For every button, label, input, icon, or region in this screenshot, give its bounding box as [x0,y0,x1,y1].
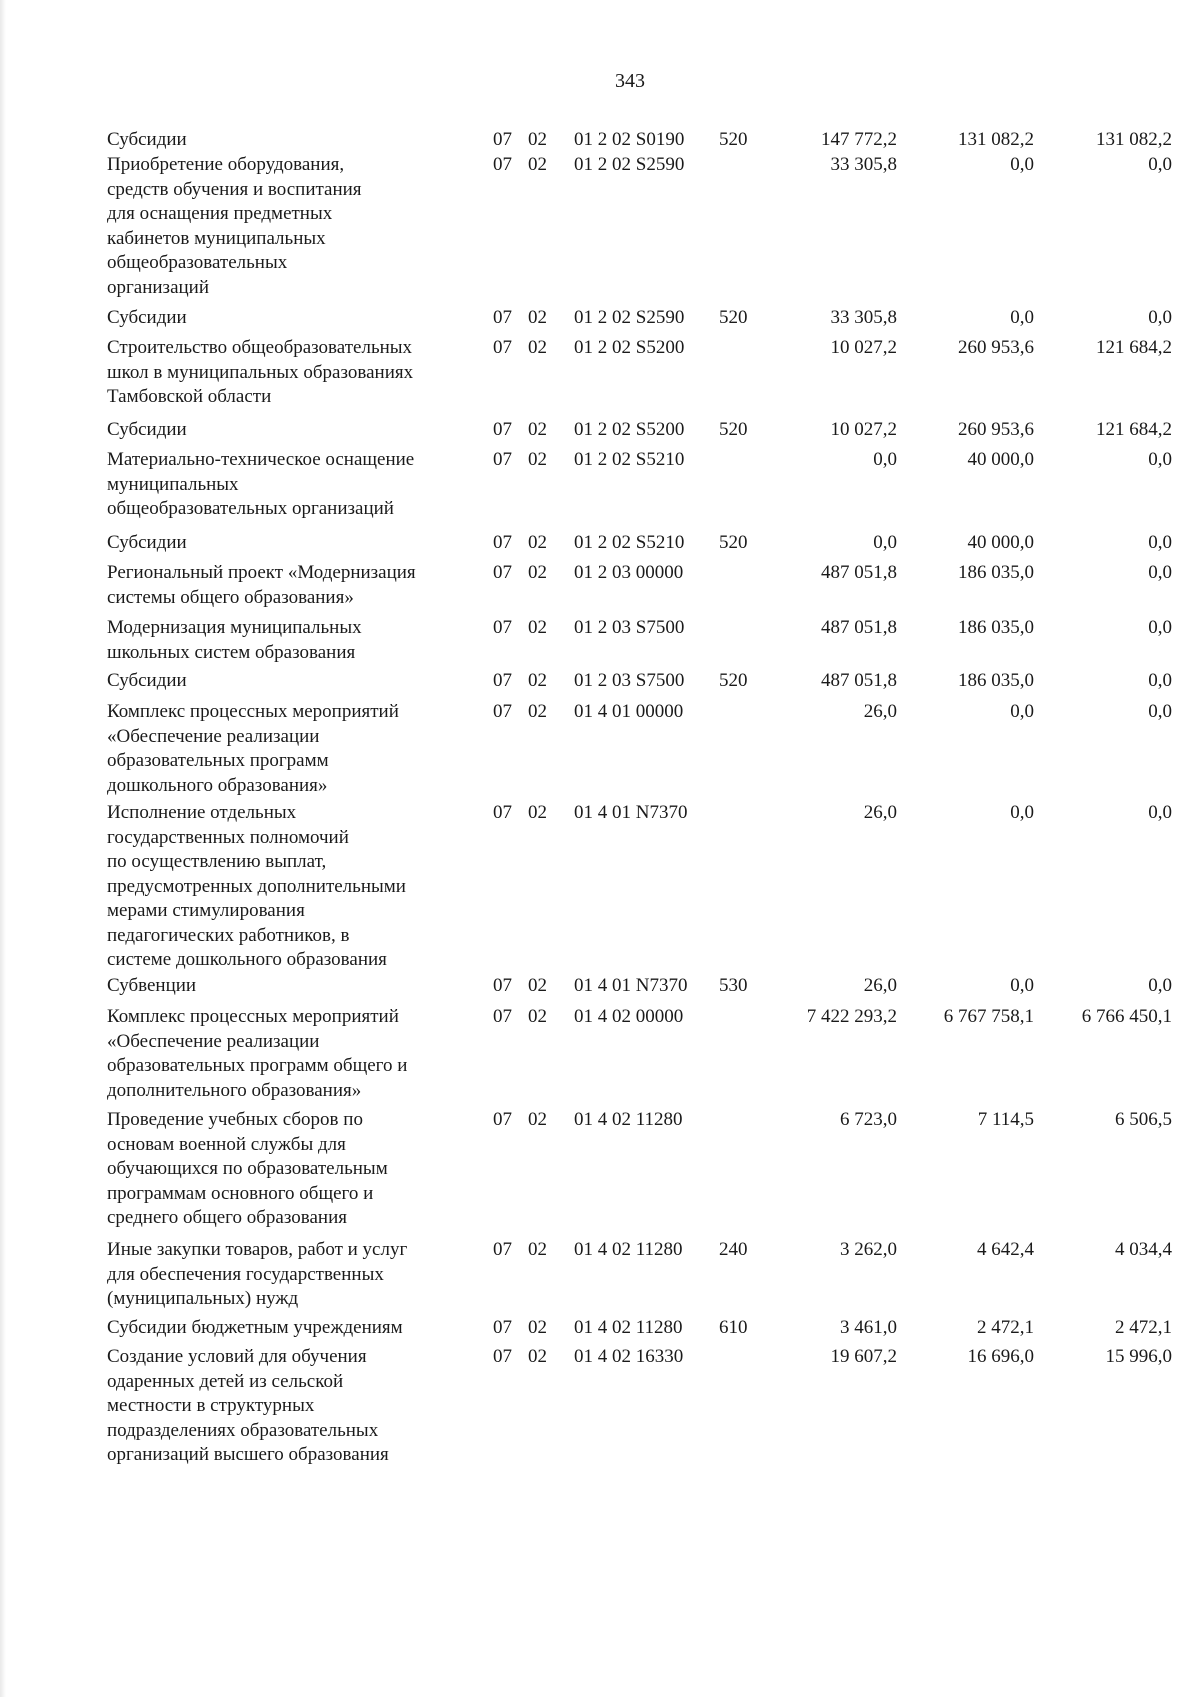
amount-year-3: 0,0 [1148,562,1172,583]
target-article-code: 01 4 01 N7370 [574,802,688,823]
row-name-line: Проведение учебных сборов по [107,1109,363,1130]
row-name [107,418,477,443]
amount-year-2: 4 642,4 [977,1239,1034,1260]
amount-year-2: 0,0 [1010,802,1034,823]
amount-year-2: 260 953,6 [958,419,1034,440]
amount-year-1: 10 027,2 [830,337,897,358]
section-code: 07 [493,802,512,823]
amount-year-3: 15 996,0 [1105,1346,1172,1367]
amount-year-1: 487 051,8 [821,617,897,638]
subsection-code: 02 [528,701,547,722]
target-article-code: 01 4 02 11280 [574,1317,683,1338]
section-code: 07 [493,307,512,328]
row-name [107,306,477,331]
subsection-code: 02 [528,562,547,583]
amount-year-3: 121 684,2 [1096,419,1172,440]
row-name [107,974,477,999]
subsection-code: 02 [528,337,547,358]
target-article-code: 01 2 02 S2590 [574,307,685,328]
subsection-code: 02 [528,670,547,691]
amount-year-1: 0,0 [873,532,897,553]
section-code: 07 [493,975,512,996]
amount-year-2: 0,0 [1010,701,1034,722]
row-name-line: Субсидии [107,532,187,553]
amount-year-3: 6 766 450,1 [1081,1006,1172,1027]
section-code: 07 [493,532,512,553]
expense-type-code: 530 [719,975,748,996]
section-code: 07 [493,1317,512,1338]
amount-year-2: 131 082,2 [958,129,1034,150]
row-name-line: Региональный проект «Модернизация [107,562,416,583]
row-name-line: общеобразовательных организаций [107,498,394,519]
amount-year-1: 0,0 [873,449,897,470]
target-article-code: 01 2 02 S5210 [574,449,685,470]
row-name [107,128,477,153]
section-code: 07 [493,617,512,638]
amount-year-3: 0,0 [1148,617,1172,638]
subsection-code: 02 [528,419,547,440]
row-name [107,561,477,610]
amount-year-2: 16 696,0 [967,1346,1034,1367]
section-code: 07 [493,1239,512,1260]
row-name-line: по осуществлению выплат, [107,851,327,872]
amount-year-3: 0,0 [1148,975,1172,996]
amount-year-3: 131 082,2 [1096,129,1172,150]
amount-year-1: 33 305,8 [830,307,897,328]
row-name-line: Субсидии бюджетным учреждениям [107,1317,403,1338]
target-article-code: 01 4 01 00000 [574,701,684,722]
row-name-line: образовательных программ общего и [107,1055,408,1076]
amount-year-1: 33 305,8 [830,154,897,175]
amount-year-1: 487 051,8 [821,670,897,691]
row-name [107,1316,477,1341]
row-name [107,1108,477,1231]
section-code: 07 [493,1346,512,1367]
amount-year-1: 6 723,0 [840,1109,897,1130]
row-name-line: предусмотренных дополнительными [107,875,406,897]
subsection-code: 02 [528,1109,547,1130]
amount-year-3: 0,0 [1148,307,1172,328]
row-name-line: Строительство общеобразовательных [107,337,413,358]
target-article-code: 01 2 02 S5200 [574,337,685,358]
row-name [107,153,477,300]
amount-year-1: 26,0 [863,701,897,722]
amount-year-3: 6 506,5 [1115,1109,1172,1130]
row-name-line: государственных полномочий [107,826,349,848]
amount-year-2: 40 000,0 [967,449,1034,470]
row-name-line: подразделениях образовательных [107,1419,379,1441]
row-name-line: обучающихся по образовательным [107,1158,388,1179]
row-name-line: организаций высшего образования [107,1444,389,1465]
amount-year-3: 0,0 [1148,802,1172,823]
row-name-line: программам основного общего и [107,1182,374,1204]
expense-type-code: 240 [719,1239,748,1260]
row-name-line: Иные закупки товаров, работ и услуг [107,1239,408,1260]
amount-year-2: 0,0 [1010,975,1034,996]
row-name [107,669,477,694]
row-name-line: Материально-техническое оснащение [107,449,415,470]
row-name [107,448,477,522]
amount-year-2: 2 472,1 [977,1317,1034,1338]
row-name-line: Комплекс процессных мероприятий [107,1006,399,1027]
amount-year-2: 0,0 [1010,307,1034,328]
row-name-line: школ в муниципальных образованиях [107,361,414,383]
amount-year-3: 2 472,1 [1115,1317,1172,1338]
row-name-line: Субвенции [107,975,197,996]
row-name-line: местности в структурных [107,1395,315,1416]
section-code: 07 [493,419,512,440]
amount-year-3: 121 684,2 [1096,337,1172,358]
target-article-code: 01 2 02 S5200 [574,419,685,440]
subsection-code: 02 [528,532,547,553]
row-name-line: образовательных программ [107,750,329,771]
row-name [107,531,477,556]
amount-year-1: 7 422 293,2 [806,1006,897,1027]
row-name-line: Тамбовской области [107,386,272,407]
row-name-line: одаренных детей из сельской [107,1370,344,1392]
amount-year-1: 147 772,2 [821,129,897,150]
row-name-line: Создание условий для обучения [107,1346,367,1367]
row-name-line: Субсидии [107,670,187,691]
expense-type-code: 520 [719,419,748,440]
section-code: 07 [493,1109,512,1130]
amount-year-1: 3 262,0 [840,1239,897,1260]
row-name-line: основам военной службы для [107,1133,346,1155]
row-name-line: системы общего образования» [107,586,354,608]
amount-year-1: 487 051,8 [821,562,897,583]
amount-year-2: 186 035,0 [958,670,1034,691]
subsection-code: 02 [528,307,547,328]
row-name-line: Субсидии [107,419,187,440]
section-code: 07 [493,670,512,691]
row-name-line: организаций [107,276,210,298]
row-name-line: Комплекс процессных мероприятий [107,701,399,722]
subsection-code: 02 [528,1006,547,1027]
section-code: 07 [493,129,512,150]
amount-year-1: 10 027,2 [830,419,897,440]
amount-year-3: 0,0 [1148,449,1172,470]
row-name-line: педагогических работников, в [107,924,350,946]
section-code: 07 [493,337,512,358]
target-article-code: 01 4 01 N7370 [574,975,688,996]
row-name-line: Субсидии [107,129,187,150]
expense-type-code: 610 [719,1317,748,1338]
page-number: 343 [615,70,645,92]
amount-year-3: 4 034,4 [1115,1239,1172,1260]
target-article-code: 01 2 03 S7500 [574,617,685,638]
target-article-code: 01 4 02 16330 [574,1346,684,1367]
subsection-code: 02 [528,154,547,175]
target-article-code: 01 4 02 11280 [574,1239,683,1260]
row-name [107,1238,477,1312]
amount-year-2: 260 953,6 [958,337,1034,358]
amount-year-1: 26,0 [863,802,897,823]
amount-year-2: 7 114,5 [977,1109,1034,1130]
row-name-line: Субсидии [107,307,187,328]
row-name-line: (муниципальных) нужд [107,1288,299,1309]
section-code: 07 [493,449,512,470]
amount-year-2: 186 035,0 [958,562,1034,583]
amount-year-3: 0,0 [1148,532,1172,553]
target-article-code: 01 2 02 S0190 [574,129,685,150]
row-name [107,616,477,665]
row-name-line: «Обеспечение реализации [107,725,320,747]
subsection-code: 02 [528,802,547,823]
scan-edge-shadow [0,0,6,1697]
amount-year-1: 3 461,0 [840,1317,897,1338]
section-code: 07 [493,701,512,722]
target-article-code: 01 2 02 S2590 [574,154,685,175]
row-name [107,1345,477,1468]
row-name-line: мерами стимулирования [107,900,305,921]
amount-year-1: 19 607,2 [830,1346,897,1367]
section-code: 07 [493,154,512,175]
row-name-line: дошкольного образования» [107,774,328,796]
subsection-code: 02 [528,449,547,470]
row-name [107,1005,477,1103]
subsection-code: 02 [528,617,547,638]
amount-year-1: 26,0 [863,975,897,996]
amount-year-3: 0,0 [1148,701,1172,722]
section-code: 07 [493,562,512,583]
row-name-line: системе дошкольного образования [107,949,387,970]
subsection-code: 02 [528,1346,547,1367]
expense-type-code: 520 [719,307,748,328]
amount-year-2: 0,0 [1010,154,1034,175]
target-article-code: 01 2 03 S7500 [574,670,685,691]
amount-year-2: 40 000,0 [967,532,1034,553]
row-name-line: среднего общего образования [107,1207,347,1228]
target-article-code: 01 4 02 11280 [574,1109,683,1130]
section-code: 07 [493,1006,512,1027]
row-name-line: муниципальных [107,473,239,495]
amount-year-3: 0,0 [1148,670,1172,691]
row-name-line: общеобразовательных [107,252,288,273]
amount-year-3: 0,0 [1148,154,1172,175]
row-name [107,801,477,973]
row-name-line: кабинетов муниципальных [107,227,326,249]
row-name-line: для оснащения предметных [107,203,333,224]
row-name [107,336,477,410]
row-name-line: школьных систем образования [107,641,356,663]
amount-year-2: 186 035,0 [958,617,1034,638]
row-name-line: «Обеспечение реализации [107,1030,320,1052]
subsection-code: 02 [528,129,547,150]
row-name-line: Приобретение оборудования, [107,154,345,175]
expense-type-code: 520 [719,670,748,691]
expense-type-code: 520 [719,532,748,553]
row-name-line: для обеспечения государственных [107,1263,384,1285]
target-article-code: 01 2 03 00000 [574,562,684,583]
row-name-line: средств обучения и воспитания [107,178,362,200]
amount-year-2: 6 767 758,1 [943,1006,1034,1027]
target-article-code: 01 2 02 S5210 [574,532,685,553]
row-name [107,700,477,798]
subsection-code: 02 [528,975,547,996]
row-name-line: Исполнение отдельных [107,802,297,823]
expense-type-code: 520 [719,129,748,150]
row-name-line: Модернизация муниципальных [107,617,362,638]
subsection-code: 02 [528,1317,547,1338]
row-name-line: дополнительного образования» [107,1079,362,1101]
subsection-code: 02 [528,1239,547,1260]
target-article-code: 01 4 02 00000 [574,1006,684,1027]
